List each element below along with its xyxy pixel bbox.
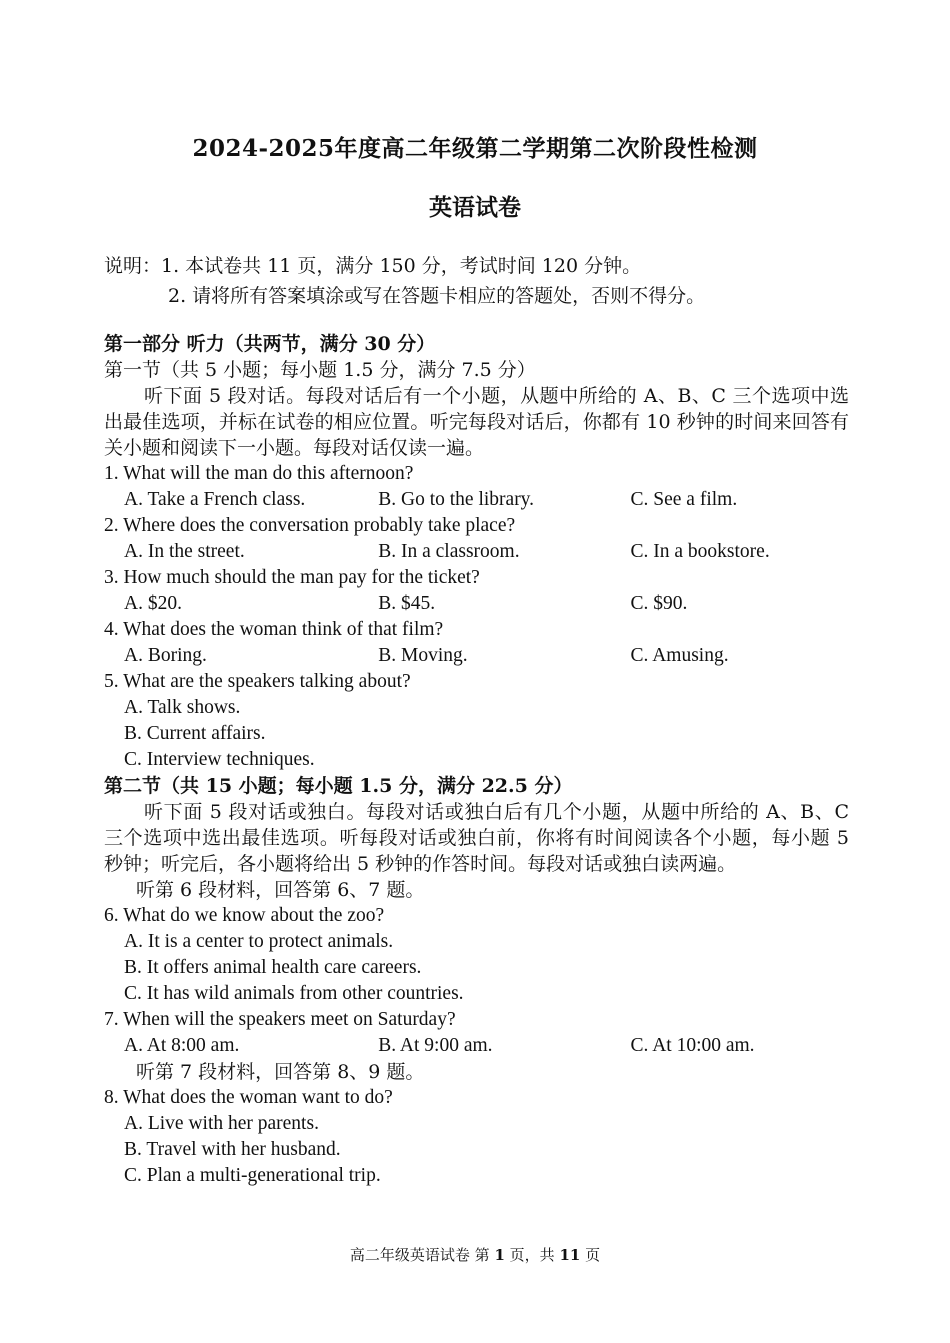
instruction-line-2: 2. 请将所有答案填涂或写在答题卡相应的答题处，否则不得分。 <box>168 285 706 307</box>
option-c: C. At 10:00 am. <box>630 1035 755 1056</box>
instruction-line-1: 说明：1. 本试卷共 11 页，满分 150 分，考试时间 120 分钟。 <box>104 255 642 277</box>
question-5: 5. What are the speakers talking about? <box>104 671 411 692</box>
footer-total-pages: 11 <box>559 1246 581 1264</box>
section1-heading: 第一节（共 5 小题；每小题 1.5 分，满分 7.5 分） <box>104 359 536 381</box>
footer-suffix: 页 <box>580 1246 601 1264</box>
footer-prefix: 高二年级英语试卷 第 <box>349 1246 495 1264</box>
question-8-option-a: A. Live with her parents. <box>124 1113 319 1134</box>
question-2-options <box>104 539 849 565</box>
footer-middle: 页，共 <box>504 1246 560 1264</box>
question-3: 3. How much should the man pay for the ticket? <box>104 567 480 588</box>
question-5-option-a: A. Talk shows. <box>124 697 241 718</box>
option-c: C. Amusing. <box>630 645 729 666</box>
option-c: C. In a bookstore. <box>630 541 770 562</box>
page-footer <box>0 1244 950 1265</box>
option-b: B. Go to the library. <box>378 489 535 510</box>
question-7-options <box>104 1033 849 1059</box>
question-2: 2. Where does the conversation probably take place? <box>104 515 516 536</box>
option-c: C. $90. <box>630 593 688 614</box>
option-b: B. At 9:00 am. <box>378 1035 493 1056</box>
option-a: A. $20. <box>124 593 182 614</box>
part1-heading: 第一部分 听力（共两节，满分 30 分） <box>104 333 436 355</box>
question-3-options <box>104 591 849 617</box>
option-b: B. In a classroom. <box>378 541 520 562</box>
exam-content <box>104 331 849 1189</box>
question-8-option-b: B. Travel with her husband. <box>124 1139 341 1160</box>
section2-directions: 听下面 5 段对话或独白。每段对话或独白后有几个小题，从题中所给的 A、B、C 三个选项中选出最佳选项。听每段对话或独白前，你将有时间阅读各个小题，每小题 5 秒钟；听完后，各小题将给出 5 秒钟的作答时间。每段对话或独白读两遍。 <box>104 801 849 875</box>
section2-heading: 第二节（共 15 小题；每小题 1.5 分，满分 22.5 分） <box>104 775 573 797</box>
question-6-option-b: B. It offers animal health care careers. <box>124 957 422 978</box>
question-1: 1. What will the man do this afternoon? <box>104 463 414 484</box>
material-7-note: 听第 7 段材料，回答第 8、9 题。 <box>136 1061 425 1083</box>
option-b: B. $45. <box>378 593 436 614</box>
option-b: B. Moving. <box>378 645 468 666</box>
exam-subtitle: 英语试卷 <box>429 194 521 221</box>
question-7: 7. When will the speakers meet on Saturday? <box>104 1009 456 1030</box>
question-4-options <box>104 643 849 669</box>
option-a: A. In the street. <box>124 541 245 562</box>
footer-page-number: 1 <box>494 1246 505 1264</box>
question-6-option-a: A. It is a center to protect animals. <box>124 931 394 952</box>
question-6: 6. What do we know about the zoo? <box>104 905 385 926</box>
question-6-option-c: C. It has wild animals from other countries. <box>124 983 464 1004</box>
option-a: A. At 8:00 am. <box>124 1035 240 1056</box>
question-8-option-c: C. Plan a multi-generational trip. <box>124 1165 381 1186</box>
option-a: A. Take a French class. <box>124 489 306 510</box>
question-4: 4. What does the woman think of that film? <box>104 619 444 640</box>
question-1-options <box>104 487 849 513</box>
exam-title: 2024-2025年度高二年级第二学期第二次阶段性检测 <box>192 135 758 162</box>
section1-directions: 听下面 5 段对话。每段对话后有一个小题，从题中所给的 A、B、C 三个选项中选出最佳选项，并标在试卷的相应位置。听完每段对话后，你都有 10 秒钟的时间来回答有关小题和阅读下一小题。每段对话仅读一遍。 <box>104 385 849 459</box>
question-5-option-c: C. Interview techniques. <box>124 749 315 770</box>
option-a: A. Boring. <box>124 645 207 666</box>
question-5-option-b: B. Current affairs. <box>124 723 266 744</box>
question-8: 8. What does the woman want to do? <box>104 1087 393 1108</box>
material-6-note: 听第 6 段材料，回答第 6、7 题。 <box>136 879 425 901</box>
option-c: C. See a film. <box>630 489 738 510</box>
